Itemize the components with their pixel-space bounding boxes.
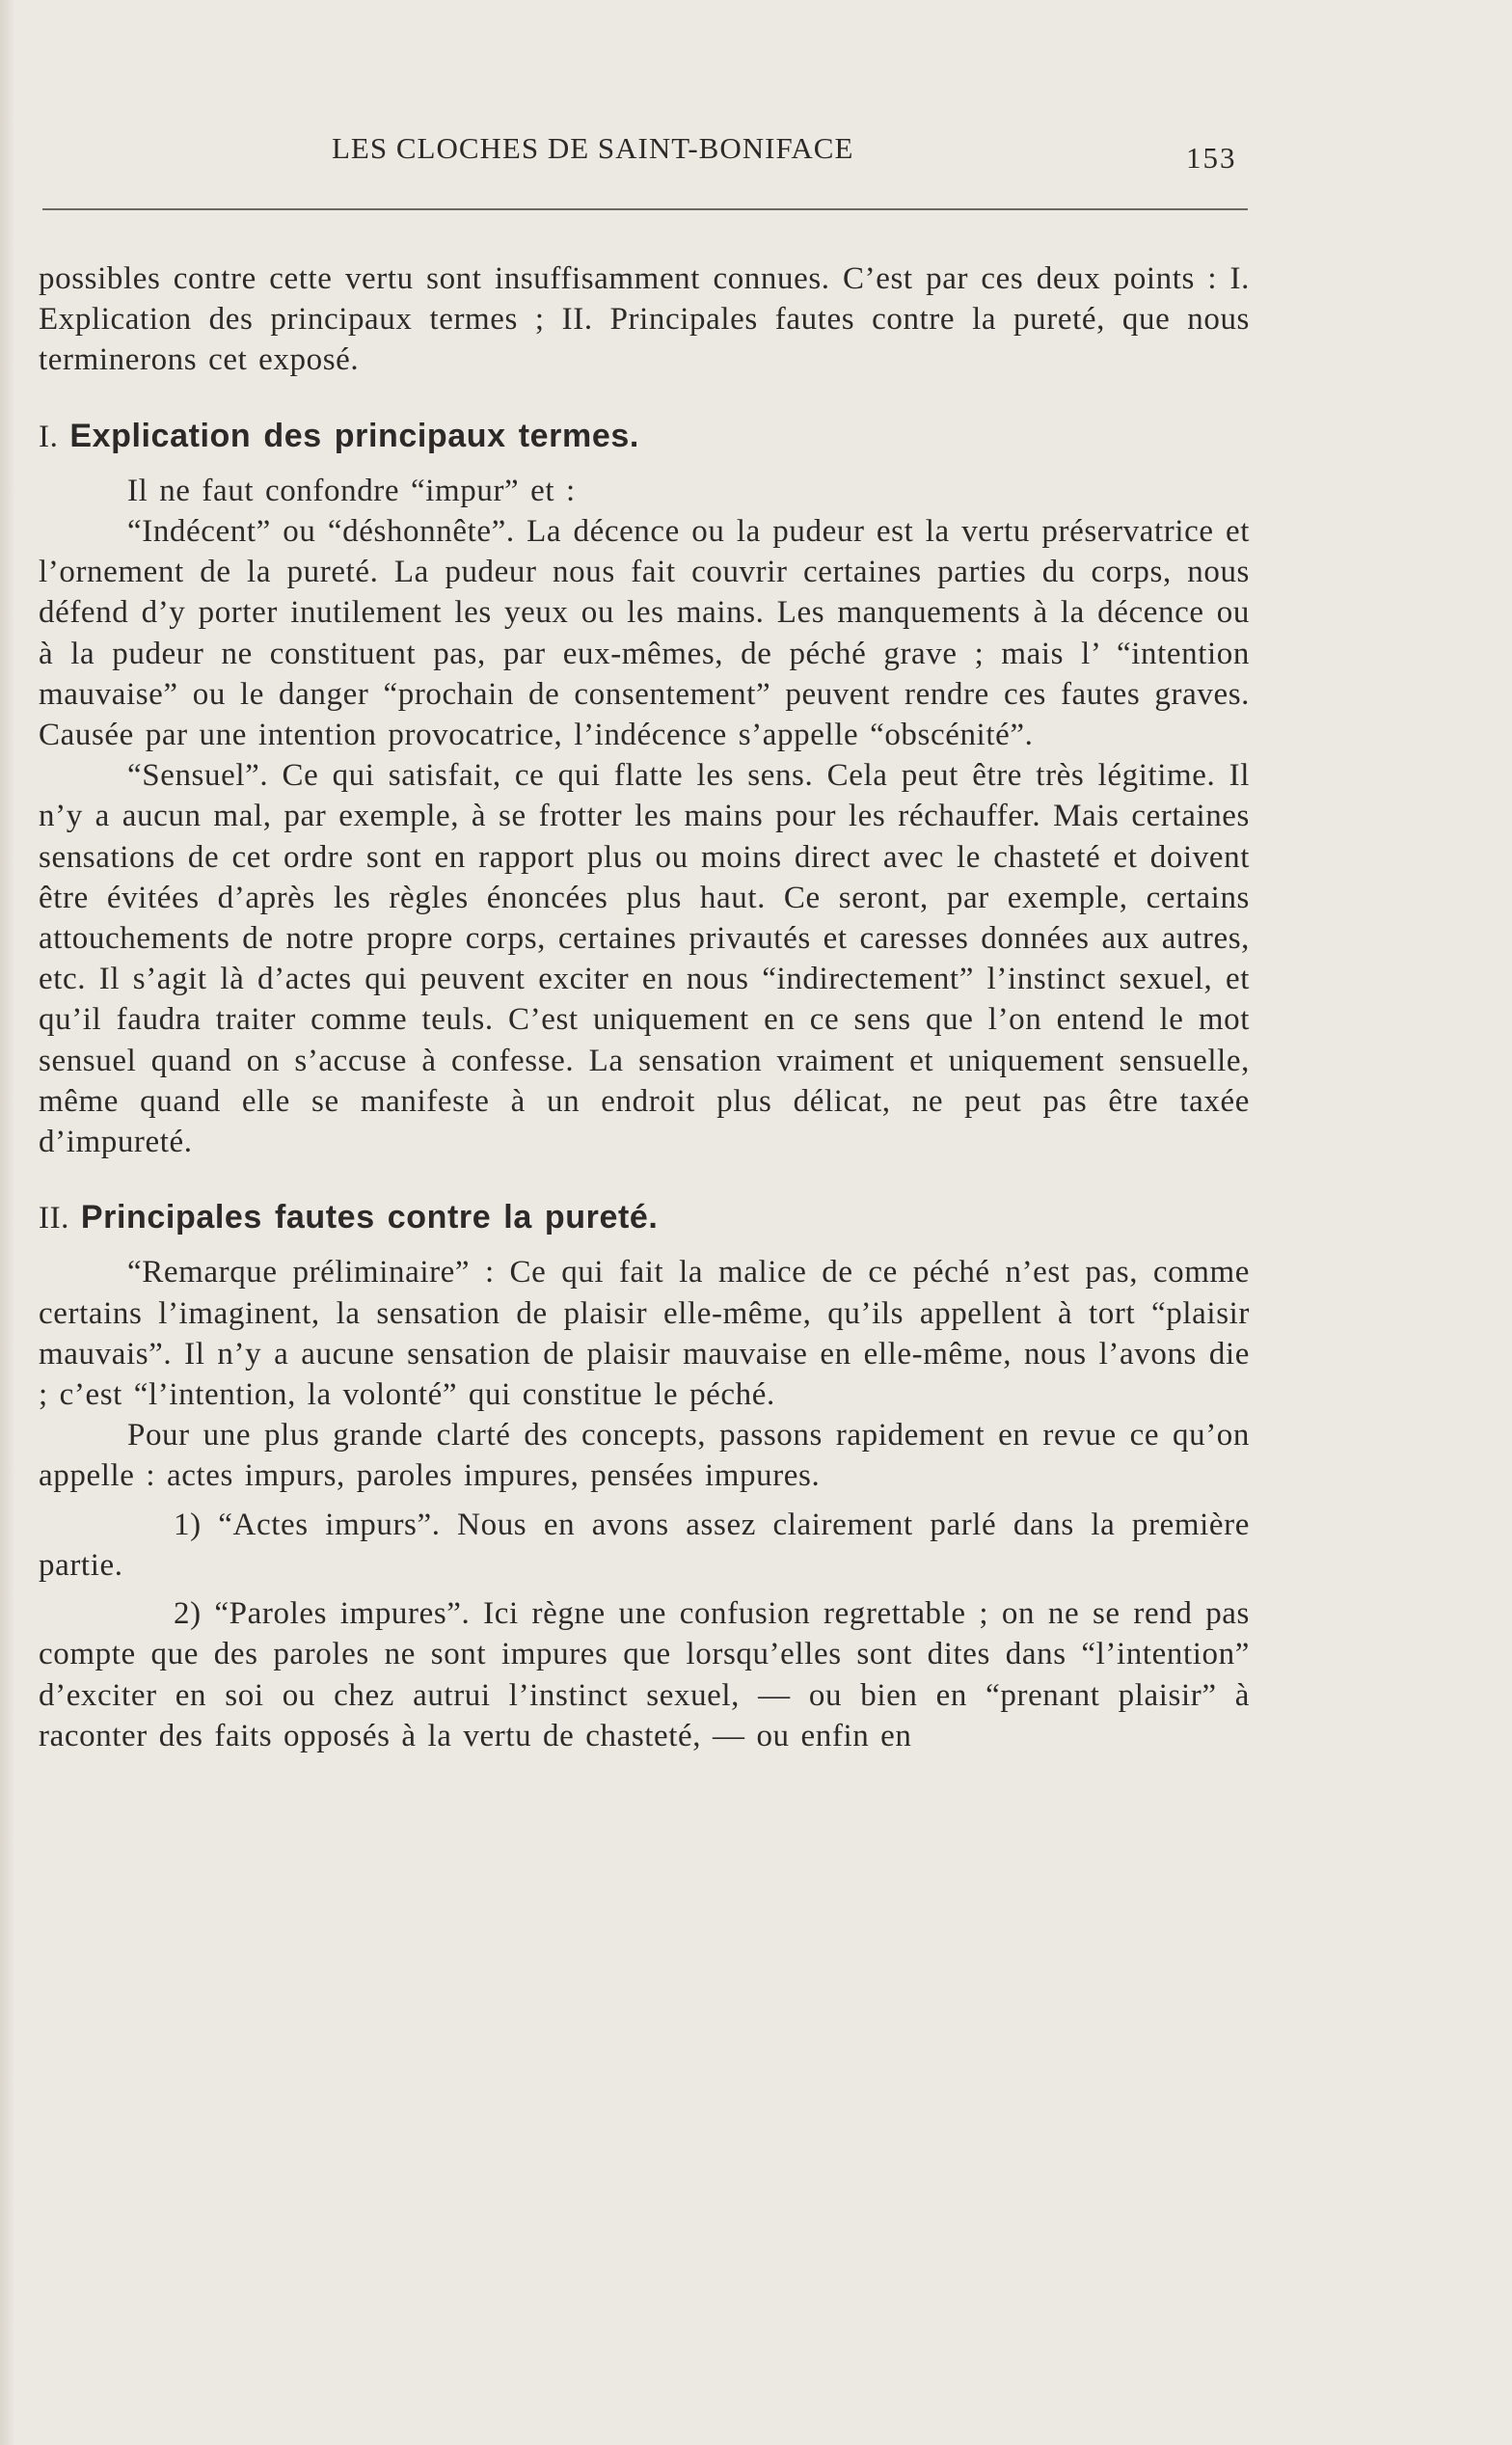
paragraph-remarque: “Remarque préliminaire” : Ce qui fait la malice de ce péché n’est pas, comme certains l’imaginent, la sensation de plaisir elle-même, qu’ils appellent à tort “plaisir mauvais”. Il n’y a aucune sensation de plaisir mauvaise en elle-même, nous l’avons die ; c’est “l’intention, la volonté” qui constitue le péché. [39,1255,1250,1413]
page-edge [0,0,15,2445]
paragraph-actes-impurs: 1) “Actes impurs”. Nous en avons assez clairement parlé dans la première partie. [39,1507,1250,1583]
paragraph-indecent: “Indécent” ou “déshonnête”. La décence ou la pudeur est la vertu préservatrice et l’ornement de la pureté. La pudeur nous fait couvrir certaines parties du corps, nous défend d’y porter inutilement les yeux ou les mains. Les manquements à la décence ou à la pudeur ne constituent pas, par eux-mêmes, de péché grave ; mais l’ “intention mauvaise” ou le danger “prochain de consentement” peuvent rendre ces fautes graves. Causée par une intention provocatrice, l’indécence s’appelle “obscénité”. [39,514,1250,753]
paragraph-paroles-impures: 2) “Paroles impures”. Ici règne une confusion regrettable ; on ne se rend pas compte que des paroles ne sont impures que lorsqu’elles sont dites dans “l’intention” d’exciter en soi ou chez autrui l’instinct sexuel, — ou bien en “prenant plaisir” à raconter des faits opposés à la vertu de chasteté, — ou enfin en [39,1596,1250,1753]
section-title-1: Explication des principaux termes. [69,417,639,454]
paragraph-intro: possibles contre cette vertu sont insuffisamment connues. C’est par ces deux points : I. Explication des principaux termes ; II. Principales fautes contre la pureté, que nous terminerons cet exposé. [39,261,1250,378]
paragraph-impur: Il ne faut confondre “impur” et : [127,473,576,508]
running-title: LES CLOCHES DE SAINT-BONIFACE [332,131,854,165]
section-number-1: I. [39,419,59,454]
header-rule [42,208,1248,210]
paragraph-clarte: Pour une plus grande clarté des concepts, passons rapidement en revue ce qu’on appelle : actes impurs, paroles impures, pensées impures. [39,1418,1250,1494]
section-heading-1 [39,416,1250,457]
section-number-2: II. [39,1201,70,1236]
paragraph-sensuel: “Sensuel”. Ce qui satisfait, ce qui flatte les sens. Cela peut être très légitime. Il n’y a aucun mal, par exemple, à se frotter les mains pour les réchauffer. Mais certaines sensations de cet ordre sont en rapport plus ou moins direct avec le chasteté et doivent être évitées d’après les règles énoncées plus haut. Ce seront, par exemple, certains attouchements de notre propre corps, certaines privautés et caresses données aux autres, etc. Il s’agit là d’actes qui peuvent exciter en nous “indirectement” l’instinct sexuel, et qu’il faudra traiter comme teuls. C’est uniquement en ce sens que l’on entend le mot sensuel quand on s’accuse à confesse. La sensation vraiment et uniquement sensuelle, même quand elle se manifeste à un endroit plus délicat, ne peut pas être taxée d’impureté. [39,758,1250,1160]
section-title-2: Principales fautes contre la pureté. [80,1199,659,1236]
section-heading-2 [39,1197,1250,1238]
running-head [42,131,1248,179]
body-text [39,258,1250,1756]
page-number: 153 [1186,141,1237,175]
